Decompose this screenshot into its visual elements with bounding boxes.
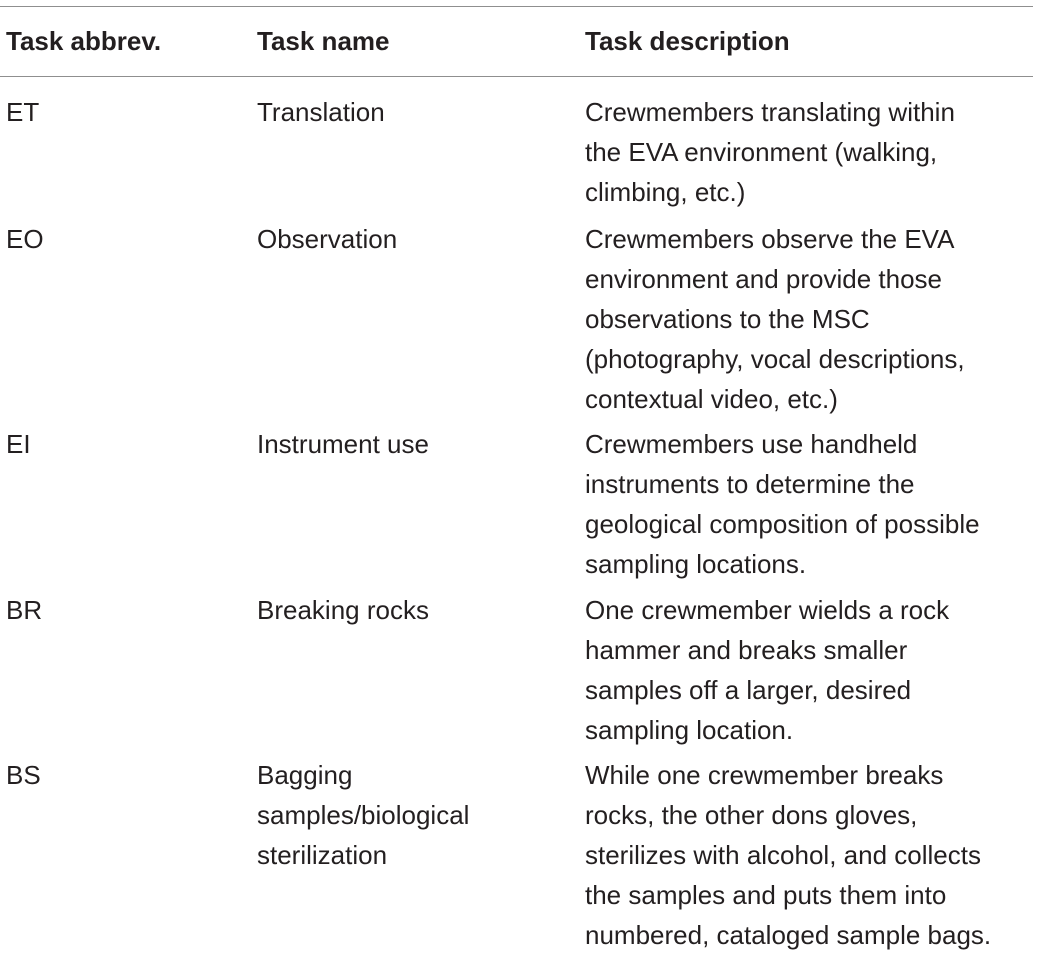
row-bs-description-line: While one crewmember breaks — [585, 760, 944, 790]
row-ei-description — [585, 424, 980, 584]
row-br-description-line: samples off a larger, desired — [585, 675, 912, 705]
row-ei-description-line: instruments to determine the — [585, 469, 915, 499]
row-eo-name-line: Observation — [257, 224, 398, 254]
row-et-description-line: the EVA environment (walking, — [585, 137, 938, 167]
row-br-name-line: Breaking rocks — [257, 595, 429, 625]
row-eo-description-line: (photography, vocal descriptions, — [585, 344, 965, 374]
row-br-description — [585, 590, 949, 750]
row-et-description-line: climbing, etc.) — [585, 177, 746, 207]
row-br-description-line: hammer and breaks smaller — [585, 635, 908, 665]
row-bs-description-line: rocks, the other dons gloves, — [585, 800, 918, 830]
row-et-abbrev: ET — [6, 97, 40, 127]
row-ei-abbrev: EI — [6, 429, 31, 459]
row-br-description-line: sampling location. — [585, 715, 794, 745]
row-eo-description-line: contextual video, etc.) — [585, 384, 838, 414]
header-rule — [0, 76, 1033, 77]
row-ei-name-line: Instrument use — [257, 429, 429, 459]
row-ei-description-line: Crewmembers use handheld — [585, 429, 918, 459]
row-eo-description — [585, 219, 965, 419]
row-eo-description-line: observations to the MSC — [585, 304, 870, 334]
row-et-name — [257, 92, 385, 132]
header-task-abbrev: Task abbrev. — [6, 26, 162, 56]
row-et-description-line: Crewmembers translating within — [585, 97, 955, 127]
row-bs-description — [585, 755, 991, 955]
row-bs-description-line: the samples and puts them into — [585, 880, 947, 910]
row-bs-name-line: Bagging — [257, 760, 353, 790]
row-eo-description-line: environment and provide those — [585, 264, 943, 294]
row-bs-description-line: sterilizes with alcohol, and collects — [585, 840, 981, 870]
row-et-description — [585, 92, 955, 212]
row-eo-abbrev: EO — [6, 224, 44, 254]
header-task-description: Task description — [585, 26, 790, 56]
top-rule — [0, 6, 1033, 7]
row-bs-name-line: sterilization — [257, 840, 388, 870]
row-bs-description-line: numbered, cataloged sample bags. — [585, 920, 992, 950]
row-br-abbrev: BR — [6, 595, 43, 625]
row-bs-name — [257, 755, 469, 875]
row-ei-name — [257, 424, 429, 464]
row-et-name-line: Translation — [257, 97, 385, 127]
row-eo-name — [257, 219, 397, 259]
row-br-name — [257, 590, 429, 630]
row-eo-description-line: Crewmembers observe the EVA — [585, 224, 955, 254]
row-br-description-line: One crewmember wields a rock — [585, 595, 950, 625]
row-ei-description-line: geological composition of possible — [585, 509, 980, 539]
header-task-name: Task name — [257, 26, 390, 56]
row-bs-name-line: samples/biological — [257, 800, 470, 830]
row-ei-description-line: sampling locations. — [585, 549, 807, 579]
row-bs-abbrev: BS — [6, 760, 41, 790]
